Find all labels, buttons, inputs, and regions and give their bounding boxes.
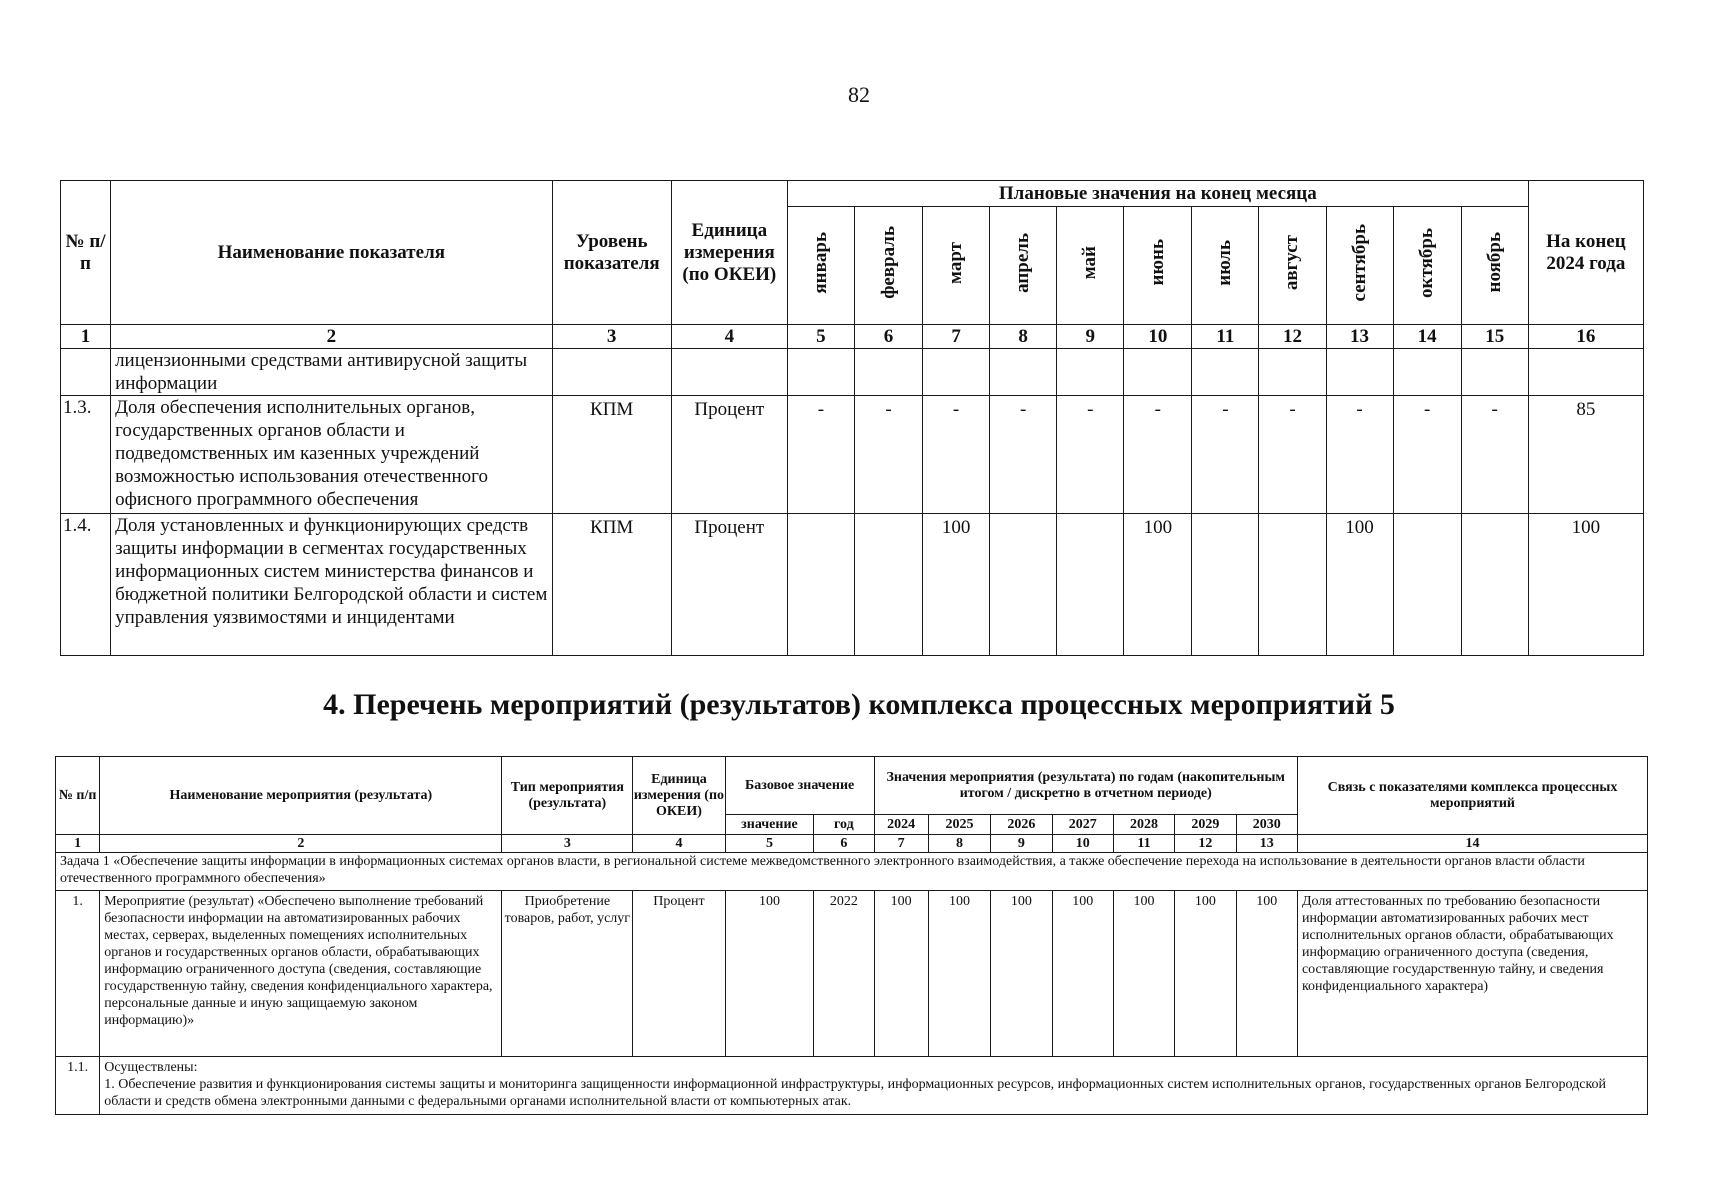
month-value	[1259, 349, 1326, 396]
col-number: 12	[1175, 835, 1236, 853]
table-row	[61, 396, 1644, 514]
col-number: 2	[111, 325, 553, 349]
month-value: -	[990, 396, 1057, 514]
month-value: -	[1192, 396, 1259, 514]
month-value	[787, 514, 854, 656]
row-num	[61, 349, 111, 396]
header-year: 2028	[1113, 815, 1174, 835]
row-type: Приобретение товаров, работ, услуг	[502, 891, 633, 1057]
row-name: лицензионными средствами антивирусной защиты информации	[111, 349, 553, 396]
col-number: 10	[1124, 325, 1192, 349]
sub-row-line: Осуществлены:	[104, 1060, 198, 1075]
month-value	[1393, 349, 1461, 396]
header-year: 2026	[991, 815, 1052, 835]
header-base-value: значение	[725, 815, 813, 835]
page-number: 82	[848, 82, 870, 107]
month-label: август	[1281, 234, 1303, 291]
month-value: -	[1326, 396, 1393, 514]
year-end-value: 100	[1528, 514, 1643, 656]
col-number: 10	[1052, 835, 1113, 853]
month-value	[1461, 349, 1528, 396]
month-label: март	[945, 241, 967, 284]
month-value	[1192, 349, 1259, 396]
col-number: 3	[502, 835, 633, 853]
task-row	[56, 853, 1648, 891]
month-label: ноябрь	[1483, 232, 1505, 293]
row-base-year: 2022	[814, 891, 874, 1057]
header-year: 2030	[1236, 815, 1297, 835]
month-value	[854, 349, 922, 396]
month-value: -	[923, 396, 990, 514]
header-type: Тип мероприятия (результата)	[502, 757, 633, 835]
table-row	[56, 891, 1648, 1057]
row-level	[552, 349, 671, 396]
header-name: Наименование мероприятия (результата)	[100, 757, 502, 835]
month-value	[787, 349, 854, 396]
row-level: КПМ	[552, 514, 671, 656]
month-label: июль	[1214, 239, 1236, 286]
year-value: 100	[928, 891, 990, 1057]
row-name: Мероприятие (результат) «Обеспечено выполнение требований безопасности информации на автоматизированных рабочих местах, серверах, выделенных помещениях исполнительных органов и государственных органов области, обрабатывающих информацию ограниченного доступа (сведения, составляющие государственную тайну, сведения конфиденциального характера, персональные данные и иную защищаемую законом информацию)»	[100, 891, 502, 1057]
header-num: № п/п	[61, 181, 111, 325]
header-month	[990, 207, 1057, 325]
month-value	[1259, 514, 1326, 656]
header-base: Базовое значение	[725, 757, 874, 815]
indicator-table	[60, 180, 1644, 656]
header-year: 2027	[1052, 815, 1113, 835]
col-number: 14	[1393, 325, 1461, 349]
row-unit: Процент	[671, 514, 787, 656]
col-number: 1	[56, 835, 100, 853]
col-number: 5	[787, 325, 854, 349]
header-year-end: На конец 2024 года	[1528, 181, 1643, 325]
col-number: 5	[725, 835, 813, 853]
month-value: 100	[1124, 514, 1192, 656]
col-number: 3	[552, 325, 671, 349]
header-month	[1057, 207, 1124, 325]
month-value	[1192, 514, 1259, 656]
month-value	[1057, 514, 1124, 656]
month-label: январь	[809, 231, 831, 294]
col-number: 7	[923, 325, 990, 349]
header-month	[1259, 207, 1326, 325]
row-unit	[671, 349, 787, 396]
col-number: 14	[1297, 835, 1647, 853]
col-number: 9	[1057, 325, 1124, 349]
task-text: Задача 1 «Обеспечение защиты информации в информационных системах органов власти, в региональной системе межведомственного электронного взаимодействия, а также обеспечение перехода на использование в деятельности органов власти области отечественного программного обеспечения»	[56, 853, 1648, 891]
month-value: -	[1057, 396, 1124, 514]
header-name: Наименование показателя	[111, 181, 553, 325]
header-month	[1461, 207, 1528, 325]
month-value	[1057, 349, 1124, 396]
row-num: 1.	[56, 891, 100, 1057]
col-number: 6	[814, 835, 874, 853]
month-value	[990, 514, 1057, 656]
year-value: 100	[874, 891, 928, 1057]
row-level: КПМ	[552, 396, 671, 514]
header-unit: Единица измерения (по ОКЕИ)	[671, 181, 787, 325]
month-value	[990, 349, 1057, 396]
header-link: Связь с показателями комплекса процессных мероприятий	[1297, 757, 1647, 835]
header-planned: Плановые значения на конец месяца	[787, 181, 1528, 207]
month-value: -	[1393, 396, 1461, 514]
header-month	[1393, 207, 1461, 325]
col-number: 16	[1528, 325, 1643, 349]
row-link: Доля аттестованных по требованию безопасности информации автоматизированных рабочих мест исполнительных органов области, обрабатывающих информацию ограниченного доступа (сведения, составляющие государственную тайну, и сведения конфиденциального характера)	[1297, 891, 1647, 1057]
month-value	[1393, 514, 1461, 656]
header-values: Значения мероприятия (результата) по годам (накопительным итогом / дискретно в отчетном периоде)	[874, 757, 1297, 815]
header-month	[1192, 207, 1259, 325]
col-number: 7	[874, 835, 928, 853]
year-end-value: 85	[1528, 396, 1643, 514]
row-unit: Процент	[633, 891, 726, 1057]
year-end-value	[1528, 349, 1643, 396]
header-month	[1124, 207, 1192, 325]
month-label: июнь	[1146, 239, 1168, 286]
header-month	[787, 207, 854, 325]
month-value	[1461, 514, 1528, 656]
month-label: февраль	[877, 226, 899, 299]
column-numbers-row	[56, 835, 1648, 853]
col-number: 1	[61, 325, 111, 349]
month-label: сентябрь	[1348, 223, 1370, 302]
table-row	[61, 514, 1644, 656]
header-unit: Единица измерения (по ОКЕИ)	[633, 757, 726, 835]
month-value	[1124, 349, 1192, 396]
column-numbers-row	[61, 325, 1644, 349]
col-number: 13	[1236, 835, 1297, 853]
month-label: апрель	[1012, 232, 1034, 293]
row-num: 1.3.	[61, 396, 111, 514]
month-value: -	[787, 396, 854, 514]
section-title: 4. Перечень мероприятий (результатов) комплекса процессных мероприятий 5	[323, 688, 1395, 721]
row-num: 1.4.	[61, 514, 111, 656]
header-base-year: год	[814, 815, 874, 835]
table-row	[56, 1057, 1648, 1115]
row-name: Доля обеспечения исполнительных органов, государственных органов области и подведомственных им казенных учреждений возможностью использования отечественного офисного программного обеспечения	[111, 396, 553, 514]
year-value: 100	[1113, 891, 1174, 1057]
year-value: 100	[1052, 891, 1113, 1057]
year-value: 100	[1175, 891, 1236, 1057]
col-number: 11	[1192, 325, 1259, 349]
measures-table	[55, 756, 1648, 1115]
col-number: 12	[1259, 325, 1326, 349]
header-num: № п/п	[56, 757, 100, 835]
month-value	[923, 349, 990, 396]
table-row	[61, 349, 1644, 396]
header-month	[923, 207, 990, 325]
header-level: Уровень показателя	[552, 181, 671, 325]
col-number: 8	[990, 325, 1057, 349]
year-value: 100	[991, 891, 1052, 1057]
month-value	[854, 514, 922, 656]
col-number: 4	[633, 835, 726, 853]
col-number: 11	[1113, 835, 1174, 853]
month-value: 100	[923, 514, 990, 656]
month-label: октябрь	[1416, 227, 1438, 298]
month-value: -	[1461, 396, 1528, 514]
col-number: 13	[1326, 325, 1393, 349]
year-value: 100	[1236, 891, 1297, 1057]
col-number: 6	[854, 325, 922, 349]
sub-row-line: 1. Обеспечение развития и функционирования системы защиты и мониторинга защищенности информационной инфраструктуры, информационных ресурсов, информационных систем исполнительных органов, государственных органов Белгородской области и средств обмена электронными данными с федеральными органами исполнительной власти от компьютерных атак.	[104, 1077, 1607, 1109]
month-value: -	[854, 396, 922, 514]
col-number: 15	[1461, 325, 1528, 349]
col-number: 9	[991, 835, 1052, 853]
header-year: 2024	[874, 815, 928, 835]
col-number: 8	[928, 835, 990, 853]
row-num: 1.1.	[56, 1057, 100, 1115]
header-year: 2025	[928, 815, 990, 835]
header-month	[1326, 207, 1393, 325]
col-number: 4	[671, 325, 787, 349]
month-label: май	[1079, 245, 1101, 280]
row-name: Доля установленных и функционирующих средств защиты информации в сегментах государственных информационных систем министерства финансов и бюджетной политики Белгородской области и систем управления уязвимостями и инцидентами	[111, 514, 553, 656]
header-year: 2029	[1175, 815, 1236, 835]
month-value: -	[1124, 396, 1192, 514]
month-value	[1326, 349, 1393, 396]
row-base-value: 100	[725, 891, 813, 1057]
row-unit: Процент	[671, 396, 787, 514]
month-value: 100	[1326, 514, 1393, 656]
month-value: -	[1259, 396, 1326, 514]
header-month	[854, 207, 922, 325]
col-number: 2	[100, 835, 502, 853]
sub-row-content	[100, 1057, 1648, 1115]
